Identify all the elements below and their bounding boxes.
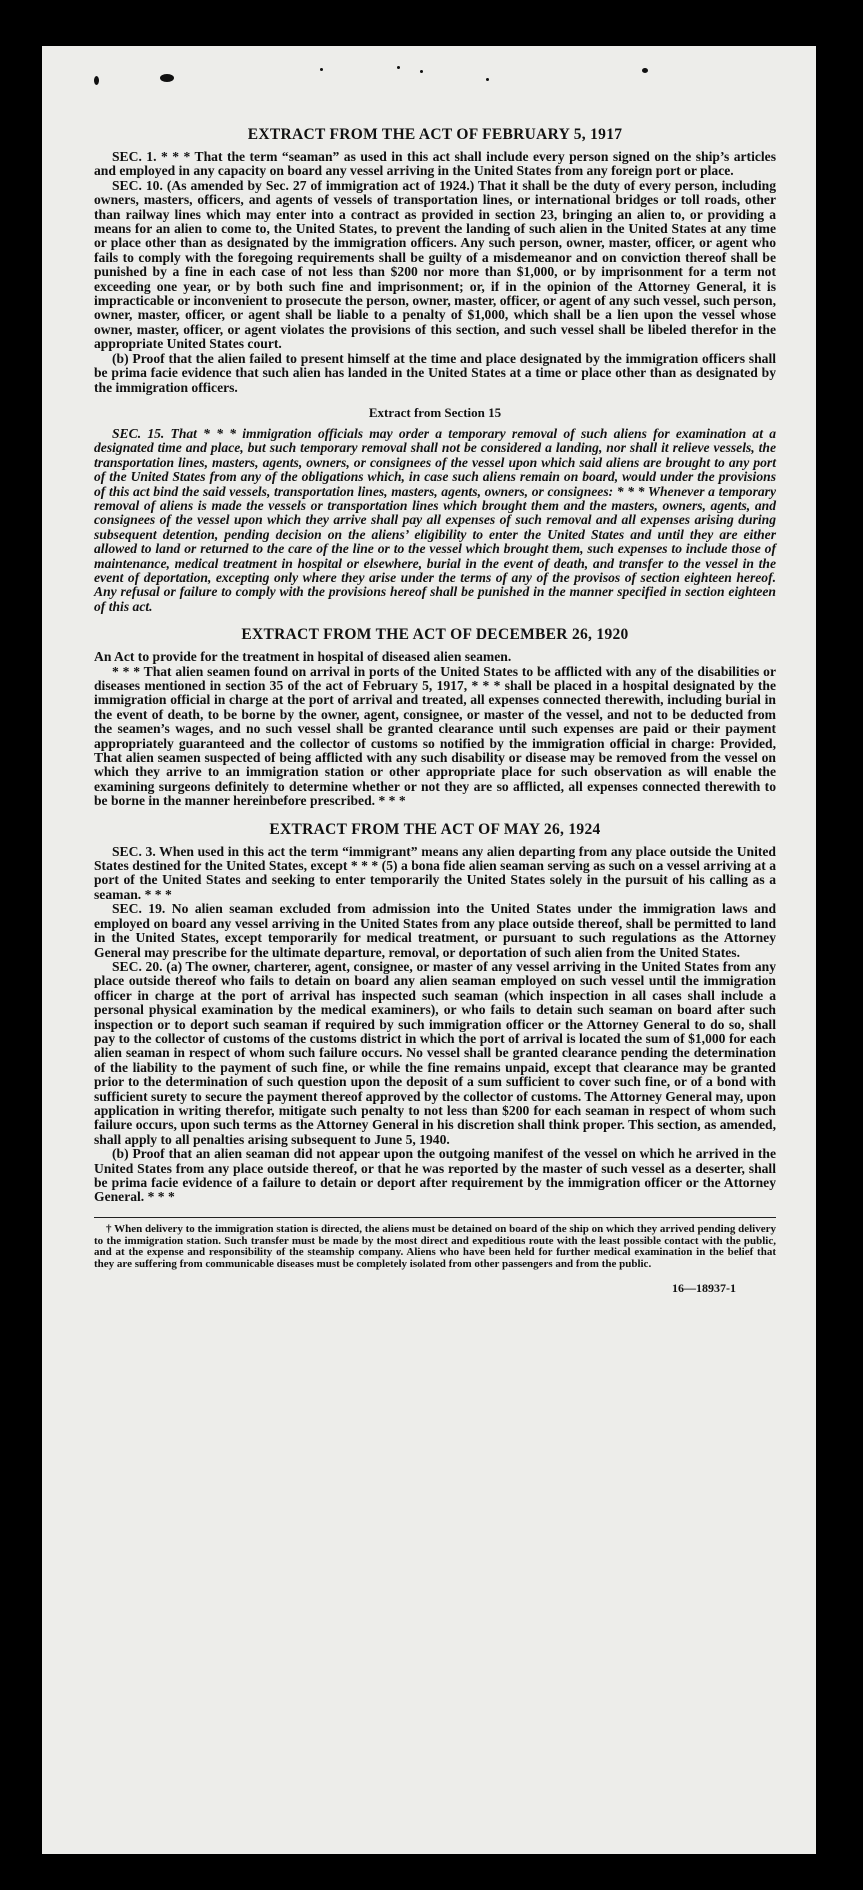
paragraph-sec-20a: SEC. 20. (a) The owner, charterer, agent, consignee, or master of any vessel arriving in the United States from any place outside thereof who fails to detain on board any alien seaman employed on such vessel until the immigration officer in charge at the port of arrival has inspected such seaman (which inspection in all cases shall include a personal physical examination by the medical examiners), or who fails to detain such seaman on board after such inspection or to deport such seaman if required by such immigration officer or the Attorney General to do so, shall pay to the collector of customs of the customs district in which the port of arrival is located the sum of $1,000 for each alien seaman in respect of whom such failure occurs. No vessel shall be granted clearance pending the determination of the liability to the payment of such fine, or while the fine remains unpaid, except that clearance may be granted prior to the determination of such question upon the deposit of a sum sufficient to cover such fine, or of a bond with sufficient surety to secure the payment thereof approved by the collector of customs. The Attorney General may, upon application in writing therefor, mitigate such penalty to not less than $200 for each seaman in respect of whom such failure occurs, upon such terms as the Attorney General in his discretion shall think proper. This section, as amended, shall apply to all penalties arising subsequent to June 5, 1940.	[94, 958, 776, 1147]
document-page	[42, 46, 816, 1854]
paragraph-hospital-treatment: * * * That alien seamen found on arrival in ports of the United States to be afflicted with any of the disabilities or diseases mentioned in section 35 of the act of February 5, 1917, * * * shall be placed in a hospital designated by the immigration official in charge at the port of arrival and treated, all expenses connected therewith, including burial in the event of death, to be borne by the owner, agent, consignee, or master of the vessel, and not to be deducted from the seamen’s wages, and no such vessel shall be granted clearance until such expenses are paid or their payment appropriately guaranteed and the collector of customs so notified by the immigration official in charge: Provided, That alien seamen suspected of being afflicted with any such disability or disease may be removed from the vessel on which they arrive to an immigration station or other appropriate place for such observation as will enable the examining surgeons definitely to determine whether or not they are so afflicted, all expenses connected therewith to be borne in the manner hereinbefore prescribed. * * *	[94, 663, 776, 809]
heading-section-15: Extract from Section 15	[368, 404, 502, 420]
scan-specks	[42, 46, 816, 166]
paragraph-sec-10: SEC. 10. (As amended by Sec. 27 of immigration act of 1924.) That it shall be the duty of every person, including owners, masters, officers, and agents of vessels of transportation lines, or international bridges or toll roads, other than railway lines which may enter into a contract as provided in section 23, bringing an alien to, or providing a means for an alien to come to, the United States, to prevent the landing of such alien in the United States at any time or place other than as designated by the immigration officers. Any such person, owner, master, officer, or agent who fails to comply with the foregoing requirements shall be guilty of a misdemeanor and on conviction thereof shall be punished by a fine in each case of not less than $200 nor more than $1,000, or by imprisonment for a term not exceeding one year, or by both such fine and imprisonment; or, if in the opinion of the Attorney General, it is impracticable or inconvenient to prosecute the person, owner, master, officer, or agent of any such vessel, such person, owner, master, officer, or agent shall be liable to a penalty of $1,000, which shall be a lien upon the vessel whose owner, master, officer, or agent violates the provisions of this section, and such vessel shall be libeled therefor in the appropriate United States court.	[94, 177, 776, 352]
heading-act-1920: EXTRACT FROM THE ACT OF DECEMBER 26, 1920	[241, 626, 629, 644]
footnote-divider	[94, 1217, 776, 1218]
heading-act-1917: EXTRACT FROM THE ACT OF FEBRUARY 5, 1917	[247, 126, 623, 143]
paragraph-sec-3: SEC. 3. When used in this act the term “immigrant” means any alien departing from any place outside the United States destined for the United States, except * * * (5) a bona fide alien seaman serving as such on a vessel arriving at a port of the United States and seeking to enter temporarily the United States solely in the pursuit of his calling as a seaman. * * *	[94, 843, 776, 902]
paragraph-sec-1: SEC. 1. * * * That the term “seaman” as used in this act shall include every person signed on the ship’s articles and employed in any capacity on board any vessel arriving in the United States from any foreign port or place.	[94, 149, 776, 179]
heading-act-1924: EXTRACT FROM THE ACT OF MAY 26, 1924	[269, 820, 601, 838]
paragraph-act-title-1920: An Act to provide for the treatment in hospital of diseased alien seamen.	[94, 649, 512, 665]
paragraph-sec-20b: (b) Proof that an alien seaman did not appear upon the outgoing manifest of the vessel on which he arrived in the United States from any place outside thereof, or that he was reported by the master of such vessel as a deserter, shall be prima facie evidence of a failure to detain or deport after requirement by the immigration officer or the Attorney General. * * *	[94, 1146, 776, 1205]
paragraph-sec-10b: (b) Proof that the alien failed to present himself at the time and place designated by the immigration officers shall be prima facie evidence that such alien has landed in the United States at a time or place other than as designated by the immigration officers.	[94, 350, 776, 395]
footnote-text: † When delivery to the immigration station is directed, the aliens must be detained on board of the ship on which they arrived pending delivery to the immigration station. Such transfer must be made by the most direct and expeditious route with the least possible contact with the public, and at the expense and responsibility of the steamship company. Aliens who have been held for further medical examination in the belief that they are suffering from communicable diseases must be completely isolated from other passengers and from the public.	[94, 1222, 776, 1271]
paragraph-sec-15: SEC. 15. That * * * immigration officials may order a temporary removal of such aliens for examination at a designated time and place, but such temporary removal shall not be considered a landing, nor shall it relieve vessels, the transportation lines, masters, agents, owners, or consignees of the vessel upon which said aliens are brought to any port of the United States from any of the obligations which, in case such aliens remain on board, would under the provisions of this act bind the said vessels, transportation lines, masters, agents, owners, or consignees: * * * Whenever a temporary removal of aliens is made the vessels or transportation lines which brought them and the masters, owners, agents, and consignees of the vessel upon which they arrive shall pay all expenses of such removal and all expenses arising during subsequent detention, pending decision on the aliens’ eligibility to enter the United States and until they are either allowed to land or returned to the care of the line or to the vessel which brought them, such expenses to include those of maintenance, medical treatment in hospital or elsewhere, burial in the event of death, and transfer to the vessel in the event of deportation, excepting only where they arise under the terms of any of the provisos of section eighteen hereof. Any refusal or failure to comply with the provisions hereof shall be punished in the manner specified in section eighteen of this act.	[94, 425, 776, 614]
form-number: 16—18937-1	[672, 1280, 736, 1295]
paragraph-sec-19: SEC. 19. No alien seaman excluded from admission into the United States under the immigration laws and employed on board any vessel arriving in the United States from any place outside thereof, shall be permitted to land in the United States, except temporarily for medical treatment, or pursuant to such regulations as the Attorney General may prescribe for the ultimate departure, removal, or deportation of such alien from the United States.	[94, 901, 776, 960]
